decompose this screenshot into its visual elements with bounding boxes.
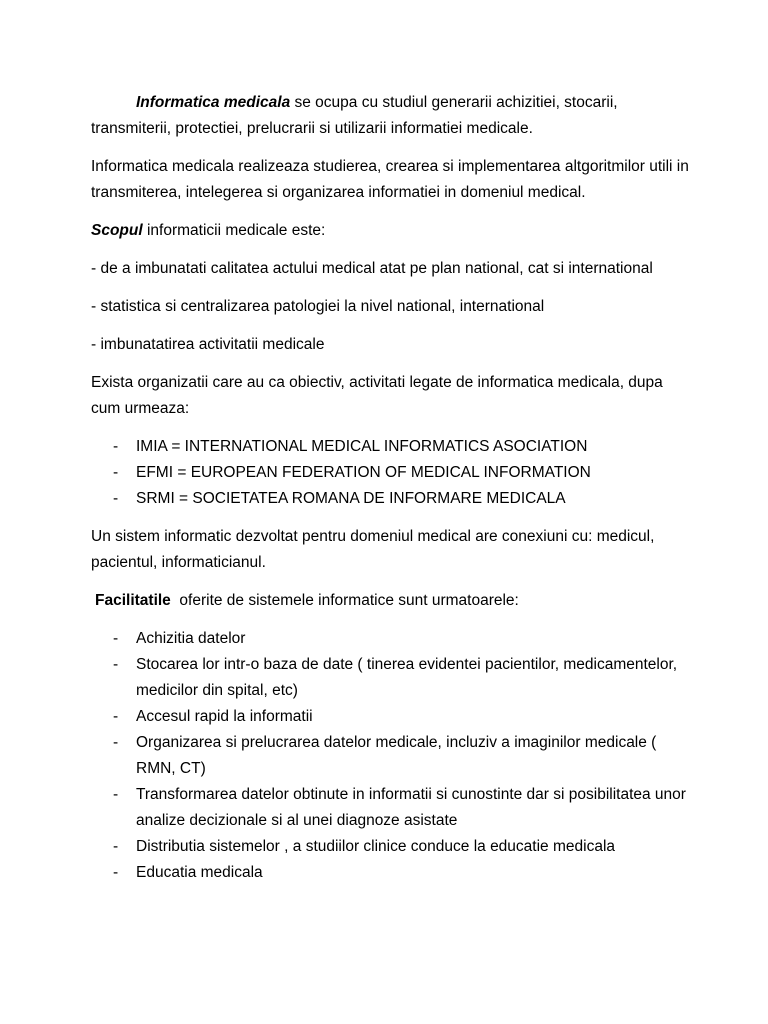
dash-marker: -	[113, 708, 119, 725]
list-item	[91, 486, 691, 512]
list-item	[91, 782, 691, 834]
list-item	[91, 652, 691, 704]
list-item	[91, 834, 691, 860]
facility-item-6: Distributia sistemelor , a studiilor clinice conduce la educatie medicala	[136, 838, 616, 855]
dash-marker: -	[113, 656, 119, 673]
facility-item-7: Educatia medicala	[136, 864, 263, 881]
list-item	[91, 730, 691, 782]
scope-text: informaticii medicale este:	[142, 222, 326, 239]
list-item	[91, 460, 691, 486]
org-srmi: SRMI = SOCIETATEA ROMANA DE INFORMARE MEDICALA	[136, 490, 566, 507]
organizations-list	[91, 434, 691, 512]
scope-item-1: - de a imbunatati calitatea actului medical atat pe plan national, cat si international	[91, 260, 653, 277]
list-item	[91, 626, 691, 652]
scope-item-2: - statistica si centralizarea patologiei la nivel national, international	[91, 298, 545, 315]
facility-item-1: Achizitia datelor	[136, 630, 246, 647]
dash-marker: -	[113, 438, 119, 455]
list-item	[91, 860, 691, 886]
facilities-heading	[95, 588, 691, 614]
facility-item-4: Organizarea si prelucrarea datelor medicale, incluziv a imaginilor medicale ( RMN, CT)	[136, 734, 657, 777]
facility-item-5: Transformarea datelor obtinute in informatii si cunostinte dar si posibilitatea unor analize decizionale si al unei diagnoze asistate	[136, 786, 686, 829]
facility-item-3: Accesul rapid la informatii	[136, 708, 313, 725]
intro-text: se ocupa cu studiul generarii achizitiei, stocarii, transmiterii, protectiei, prelucrarii si utilizarii informatiei medicale.	[91, 94, 618, 137]
scope-item-3: - imbunatatirea activitatii medicale	[91, 336, 325, 353]
document-page	[91, 90, 691, 898]
facilities-list	[91, 626, 691, 886]
dash-marker: -	[113, 490, 119, 507]
dash-marker: -	[113, 864, 119, 881]
organizations-intro: Exista organizatii care au ca obiectiv, activitati legate de informatica medicala, dupa cum urmeaza:	[91, 374, 663, 417]
facility-item-2: Stocarea lor intr-o baza de date ( tinerea evidentei pacientilor, medicamentelor, medicilor din spital, etc)	[136, 656, 678, 699]
list-item	[91, 704, 691, 730]
org-imia: IMIA = INTERNATIONAL MEDICAL INFORMATICS ASOCIATION	[136, 438, 588, 455]
dash-marker: -	[113, 786, 119, 803]
intro-paragraph	[91, 90, 691, 142]
system-paragraph: Un sistem informatic dezvoltat pentru domeniul medical are conexiuni cu: medicul, pacientul, informaticianul.	[91, 528, 655, 571]
dash-marker: -	[113, 630, 119, 647]
intro-term: Informatica medicala	[136, 94, 291, 111]
scope-term: Scopul	[91, 222, 143, 239]
dash-marker: -	[113, 734, 119, 751]
scope-heading	[91, 218, 691, 244]
dash-marker: -	[113, 464, 119, 481]
facilities-text: oferite de sistemele informatice sunt urmatoarele:	[170, 592, 519, 609]
org-efmi: EFMI = EUROPEAN FEDERATION OF MEDICAL INFORMATION	[136, 464, 591, 481]
dash-marker: -	[113, 838, 119, 855]
facilities-term: Facilitatile	[95, 592, 171, 609]
algorithms-paragraph: Informatica medicala realizeaza studierea, crearea si implementarea altgoritmilor utili in transmiterea, intelegerea si organizarea informatiei in domeniul medical.	[91, 158, 689, 201]
list-item	[91, 434, 691, 460]
